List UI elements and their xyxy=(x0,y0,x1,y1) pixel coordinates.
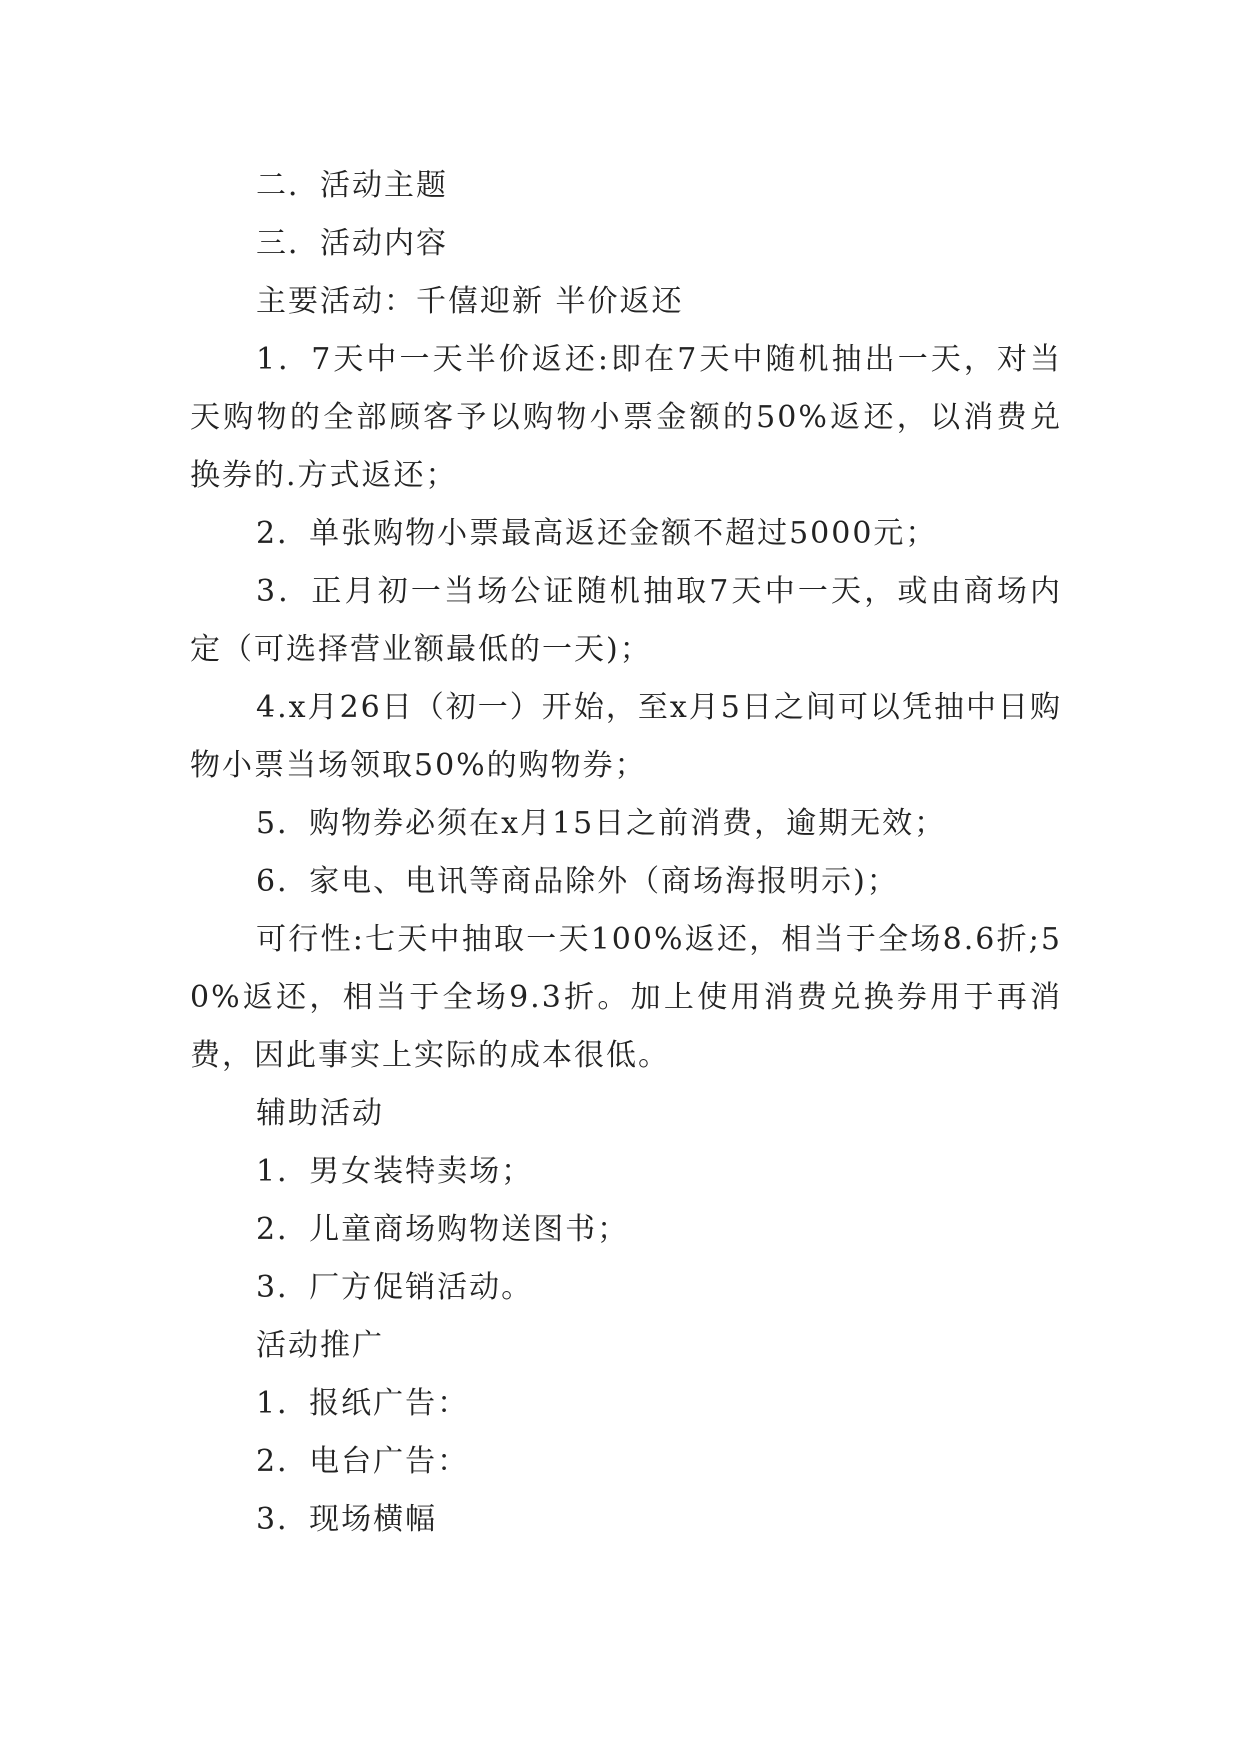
promotion-heading: 活动推广 xyxy=(256,1328,384,1363)
main-activity-item-6: 6．家电、电讯等商品除外（商场海报明示)； xyxy=(256,864,899,899)
main-activity-item-4: 4.x月26日（初一）开始，至x月5日之间可以凭抽中日购物小票当场领取50%的购物券； xyxy=(190,690,1062,783)
promotion-item-3: 3．现场横幅 xyxy=(256,1502,438,1537)
auxiliary-activity-heading: 辅助活动 xyxy=(256,1096,384,1131)
main-activity-item-3: 3．正月初一当场公证随机抽取7天中一天，或由商场内定（可选择营业额最低的一天)； xyxy=(190,574,1062,667)
auxiliary-item-2: 2．儿童商场购物送图书； xyxy=(256,1212,630,1247)
auxiliary-item-1: 1．男女装特卖场； xyxy=(256,1154,534,1189)
auxiliary-item-3: 3．厂方促销活动。 xyxy=(256,1270,534,1305)
section-heading-theme: 二．活动主题 xyxy=(256,168,448,203)
promotion-item-1: 1．报纸广告： xyxy=(256,1386,470,1421)
main-activity-item-5: 5．购物券必须在x月15日之前消费，逾期无效； xyxy=(256,806,947,841)
section-heading-content: 三．活动内容 xyxy=(256,226,448,261)
main-activity-item-2: 2．单张购物小票最高返还金额不超过5000元； xyxy=(256,516,938,551)
document-body xyxy=(190,157,1062,1549)
main-activity-heading: 主要活动：千僖迎新 半价返还 xyxy=(256,284,684,319)
promotion-item-2: 2．电台广告： xyxy=(256,1444,470,1479)
main-activity-item-1: 1．7天中一天半价返还:即在7天中随机抽出一天，对当天购物的全部顾客予以购物小票金额的50%返还，以消费兑换券的.方式返还； xyxy=(190,342,1062,493)
feasibility-paragraph: 可行性:七天中抽取一天100%返还，相当于全场8.6折;50%返还，相当于全场9.3折。加上使用消费兑换券用于再消费，因此事实上实际的成本很低。 xyxy=(190,922,1062,1073)
